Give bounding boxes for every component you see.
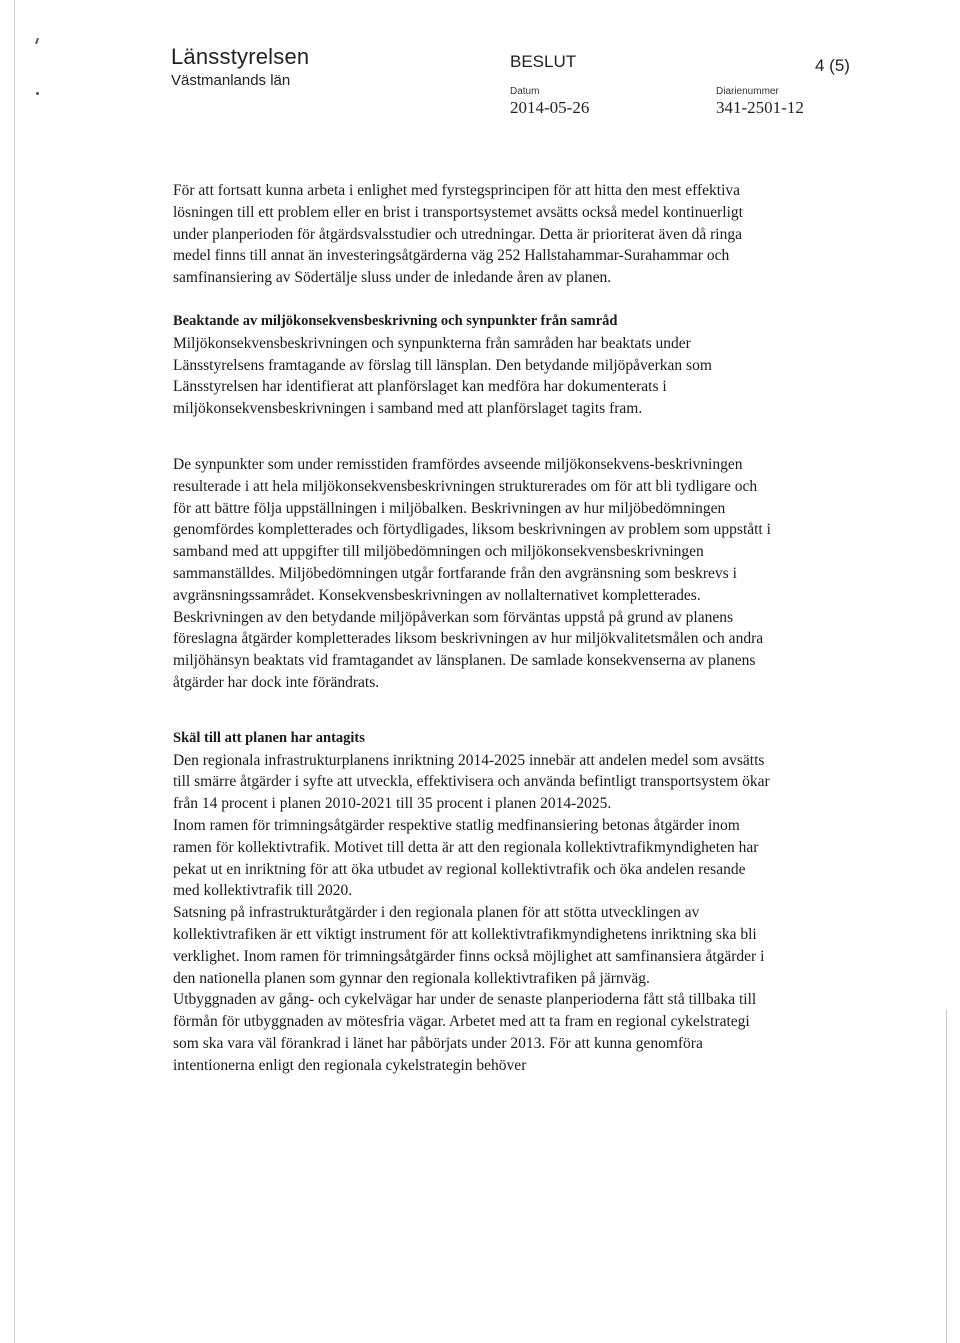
page-number: 4 (5)	[815, 56, 850, 75]
org-subtitle: Västmanlands län	[171, 72, 291, 89]
paragraph: Satsning på infrastrukturåtgärder i den regionala planen för att stötta utvecklingen av kollektivtrafiken är ett viktigt instrument för att kollektivtrafikmyndighetens inriktning ska bli verklighet. Inom ramen för trimningsåtgärder finns också möjlighet att samfinansiera åtgärder i den nationella planen som gynnar den regionala kollektivtrafiken på järnväg.	[173, 904, 765, 987]
reference-number-label: Diarienummer	[716, 86, 779, 97]
paragraph: Den regionala infrastrukturplanens inriktning 2014-2025 innebär att andelen medel som avsätts till smärre åtgärder i syfte att utveckla, effektivisera och använda befintligt transportsystem ökar från 14 procent i planen 2010-2021 till 35 procent i planen 2014-2025.	[173, 751, 770, 813]
document-body	[173, 180, 773, 1076]
scan-mark	[36, 92, 39, 95]
page-edge-left	[14, 0, 15, 1343]
section-heading: Skäl till att planen har antagits	[173, 729, 365, 746]
date-value: 2014-05-26	[510, 98, 590, 117]
page-edge-right	[946, 1010, 947, 1343]
document-type: BESLUT	[510, 52, 577, 71]
scan-mark	[35, 38, 39, 44]
org-name: Länsstyrelsen	[171, 44, 310, 69]
date-label: Datum	[510, 86, 540, 97]
paragraph: För att fortsatt kunna arbeta i enlighet med fyrstegsprincipen för att hitta den mest effektiva lösningen till ett problem eller en brist i transportsystemet avsätts också medel kontinuerligt under planperioden för åtgärdsvalsstudier och utredningar. Detta är prioriterat även då ringa medel finns till annat än investeringsåtgärderna väg 252 Hallstahammar-Surahammar och samfinansiering av Södertälje sluss under de inledande åren av planen.	[173, 182, 743, 287]
paragraph: Utbyggnaden av gång- och cykelvägar har under de senaste planperioderna fått stå tillbaka till förmån för utbyggnaden av mötesfria vägar. Arbetet med att ta fram en regional cykelstrategi som ska vara väl förankrad i länet har påbörjats under 2013. För att kunna genomföra intentionerna enligt den regionala cykelstrategin behöver	[173, 991, 757, 1074]
reference-number-value: 341-2501-12	[716, 98, 804, 117]
paragraph: Miljökonsekvensbeskrivningen och synpunkterna från samråden har beaktats under Länsstyrelsens framtagande av förslag till länsplan. Den betydande miljöpåverkan som Länsstyrelsen har identifierat att planförslaget kan medföra har dokumenterats i miljökonsekvensbeskrivningen i samband med att planförslaget tagits fram.	[173, 334, 712, 418]
section-heading: Beaktande av miljökonsekvensbeskrivning och synpunkter från samråd	[173, 312, 618, 329]
paragraph: De synpunkter som under remisstiden framfördes avseende miljökonsekvens-beskrivningen resulterade i att hela miljökonsekvensbeskrivningen strukturerades om för att bli tydligare och för att bättre följa uppställningen i miljöbalken. Beskrivningen av hur miljöbedömningen genomfördes kompletterades och förtydligades, liksom beskrivningen av problem som uppstått i samband med att uppgifter till miljöbedömningen och miljökonsekvensbeskrivningen sammanställdes. Miljöbedömningen utgår fortfarande från den avgränsning som beskrevs i avgränsningssamrådet. Konsekvensbeskrivningen av nollalternativet kompletterades. Beskrivningen av den betydande miljöpåverkan som förväntas uppstå på grund av planens föreslagna åtgärder kompletterades liksom beskrivningen av hur miljökvalitetsmålen och andra miljöhänsyn beaktats vid framtagandet av länsplanen. De samlade konsekvenserna av planens åtgärder har dock inte förändrats.	[173, 455, 771, 691]
paragraph: Inom ramen för trimningsåtgärder respektive statlig medfinansiering betonas åtgärder inom ramen för kollektivtrafik. Motivet till detta är att den regionala kollektivtrafikmyndigheten har pekat ut en inriktning för att öka utbudet av regional kollektivtrafik och öka andelen resande med kollektivtrafik till 2020.	[173, 816, 759, 900]
